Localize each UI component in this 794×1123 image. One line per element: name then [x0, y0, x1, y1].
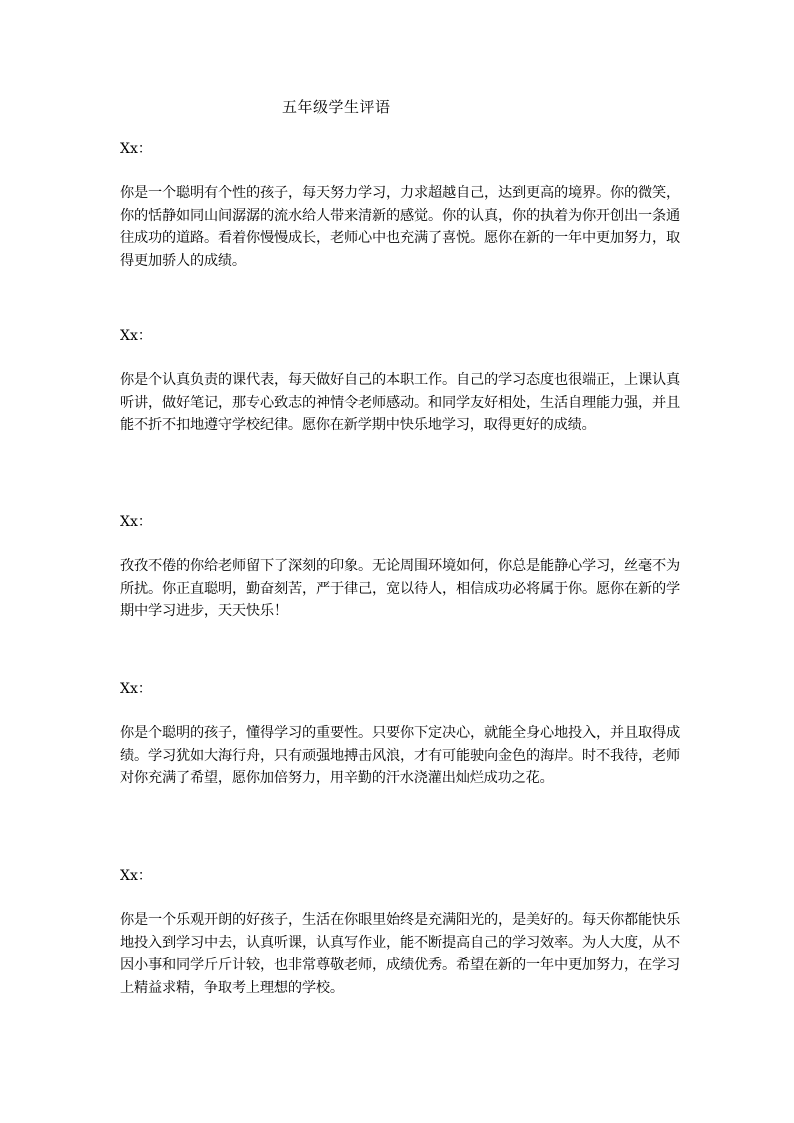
comment-entry-3 [120, 513, 680, 623]
comment-entry-4 [120, 680, 680, 790]
comment-salutation: Xx： [120, 328, 152, 344]
comment-entry-5 [120, 867, 680, 999]
comment-salutation: Xx： [120, 141, 152, 157]
comment-salutation: Xx： [120, 514, 152, 530]
comment-text: 你是一个乐观开朗的好孩子，生活在你眼里始终是充满阳光的，是美好的。每天你都能快乐地投入到学习中去，认真听课，认真写作业，能不断提高自己的学习效率。为人大度，从不因小事和同学斤斤计较，也非常尊敬老师，成绩优秀。希望在新的一年中更加努力，在学习上精益求精，争取考上理想的学校。 [120, 912, 680, 996]
document-title: 五年级学生评语 [282, 98, 391, 116]
comment-salutation: Xx： [120, 681, 152, 697]
comment-text: 你是一个聪明有个性的孩子，每天努力学习，力求超越自己，达到更高的境界。你的微笑，你的恬静如同山间潺潺的流水给人带来清新的感觉。你的认真，你的执着为你开创出一条通往成功的道路。看着你慢慢成长，老师心中也充满了喜悦。愿你在新的一年中更加努力，取得更加骄人的成绩。 [120, 185, 680, 269]
comment-text: 你是个聪明的孩子，懂得学习的重要性。只要你下定决心，就能全身心地投入，并且取得成绩。学习犹如大海行舟，只有顽强地搏击风浪，才有可能驶向金色的海岸。时不我待，老师对你充满了希望，愿你加倍努力，用辛勤的汗水浇灌出灿烂成功之花。 [120, 725, 680, 786]
comment-text: 孜孜不倦的你给老师留下了深刻的印象。无论周围环境如何，你总是能静心学习，丝毫不为所扰。你正直聪明，勤奋刻苦，严于律己，宽以待人，相信成功必将属于你。愿你在新的学期中学习进步，天天快乐！ [120, 558, 680, 619]
comment-entry-1 [120, 140, 680, 272]
comment-entry-2 [120, 327, 680, 437]
comment-salutation: Xx： [120, 868, 152, 884]
comment-text: 你是个认真负责的课代表，每天做好自己的本职工作。自己的学习态度也很端正，上课认真听讲，做好笔记，那专心致志的神情令老师感动。和同学友好相处，生活自理能力强，并且能不折不扣地遵守学校纪律。愿你在新学期中快乐地学习，取得更好的成绩。 [120, 372, 680, 433]
